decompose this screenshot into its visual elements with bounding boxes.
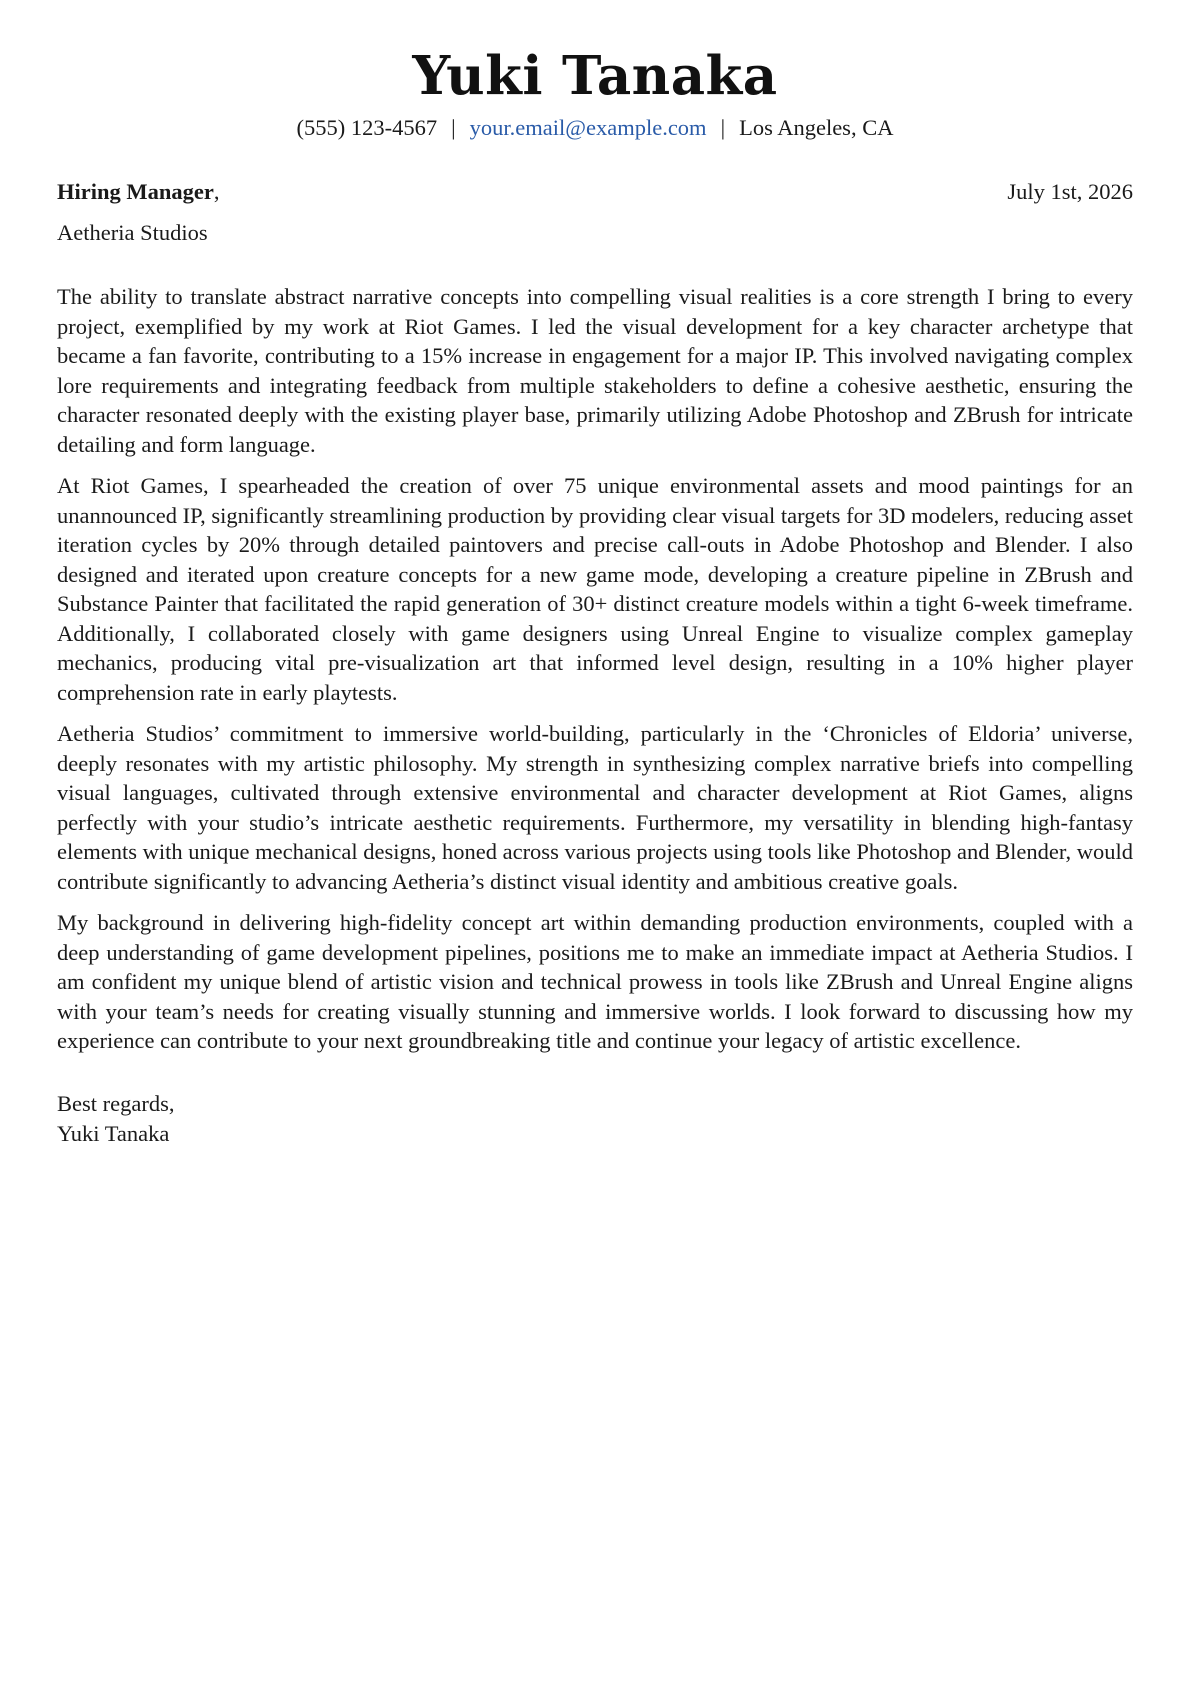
recipient-company: Aetheria Studios bbox=[57, 220, 208, 245]
body-paragraph: My background in delivering high-fidelity concept art within demanding production environments, coupled with a deep understanding of game development pipelines, positions me to make an immediate impact at Aetheria Studios. I am confident my unique blend of artistic vision and technical prowess in tools like ZBrush and Unreal Engine aligns with your team’s needs for creating visually stunning and immersive worlds. I look forward to discussing how my experience can contribute to your next groundbreaking title and continue your legacy of artistic excellence. bbox=[57, 910, 1133, 1053]
letter-date: July 1st, 2026 bbox=[1007, 179, 1133, 204]
body-paragraph: The ability to translate abstract narrative concepts into compelling visual realities is a core strength I bring to every project, exemplified by my work at Riot Games. I led the visual development for a key character archetype that became a fan favorite, contributing to a 15% increase in engagement for a major IP. This involved navigating complex lore requirements and integrating feedback from multiple stakeholders to define a cohesive aesthetic, ensuring the character resonated deeply with the existing player base, primarily utilizing Adobe Photoshop and ZBrush for intricate detailing and form language. bbox=[57, 284, 1133, 457]
letter-body bbox=[57, 282, 1133, 1068]
email-link[interactable]: your.email@example.com bbox=[469, 115, 707, 140]
salutation-comma: , bbox=[213, 179, 220, 204]
sign-off: Best regards, bbox=[57, 1091, 175, 1116]
recipient-name: Hiring Manager bbox=[57, 179, 214, 204]
contact-separator: | bbox=[720, 115, 726, 140]
letter-closing bbox=[57, 1089, 174, 1148]
contact-separator: | bbox=[451, 115, 456, 140]
applicant-name: Yuki Tanaka bbox=[412, 45, 778, 107]
salutation-row bbox=[57, 177, 1133, 207]
location: Los Angeles, CA bbox=[739, 115, 894, 140]
contact-line bbox=[57, 113, 1133, 143]
body-paragraph: Aetheria Studios’ commitment to immersive world-building, particularly in the ‘Chronicles of Eldoria’ universe, deeply resonates with my artistic philosophy. My strength in synthesizing complex narrative briefs into compelling visual languages, cultivated through extensive environmental and character development at Riot Games, aligns perfectly with your studio’s intricate aesthetic requirements. Furthermore, my versatility in blending high-fantasy elements with unique mechanical designs, honed across various projects using tools like Photoshop and Blender, would contribute significantly to advancing Aetheria’s distinct visual identity and ambitious creative goals. bbox=[57, 721, 1133, 894]
phone-number: (555) 123-4567 bbox=[296, 115, 438, 140]
body-paragraph: At Riot Games, I spearheaded the creation of over 75 unique environmental assets and mood paintings for an unannounced IP, significantly streamlining production by providing clear visual targets for 3D modelers, reducing asset iteration cycles by 20% through detailed paintovers and precise call-outs in Adobe Photoshop and Blender. I also designed and iterated upon creature concepts for a new game mode, developing a creature pipeline in ZBrush and Substance Painter that facilitated the rapid generation of 30+ distinct creature models within a tight 6-week timeframe. Additionally, I collaborated closely with game designers using Unreal Engine to visualize complex gameplay mechanics, producing vital pre-visualization art that informed level design, resulting in a 10% higher player comprehension rate in early playtests. bbox=[57, 473, 1133, 705]
signature-name: Yuki Tanaka bbox=[57, 1120, 170, 1146]
